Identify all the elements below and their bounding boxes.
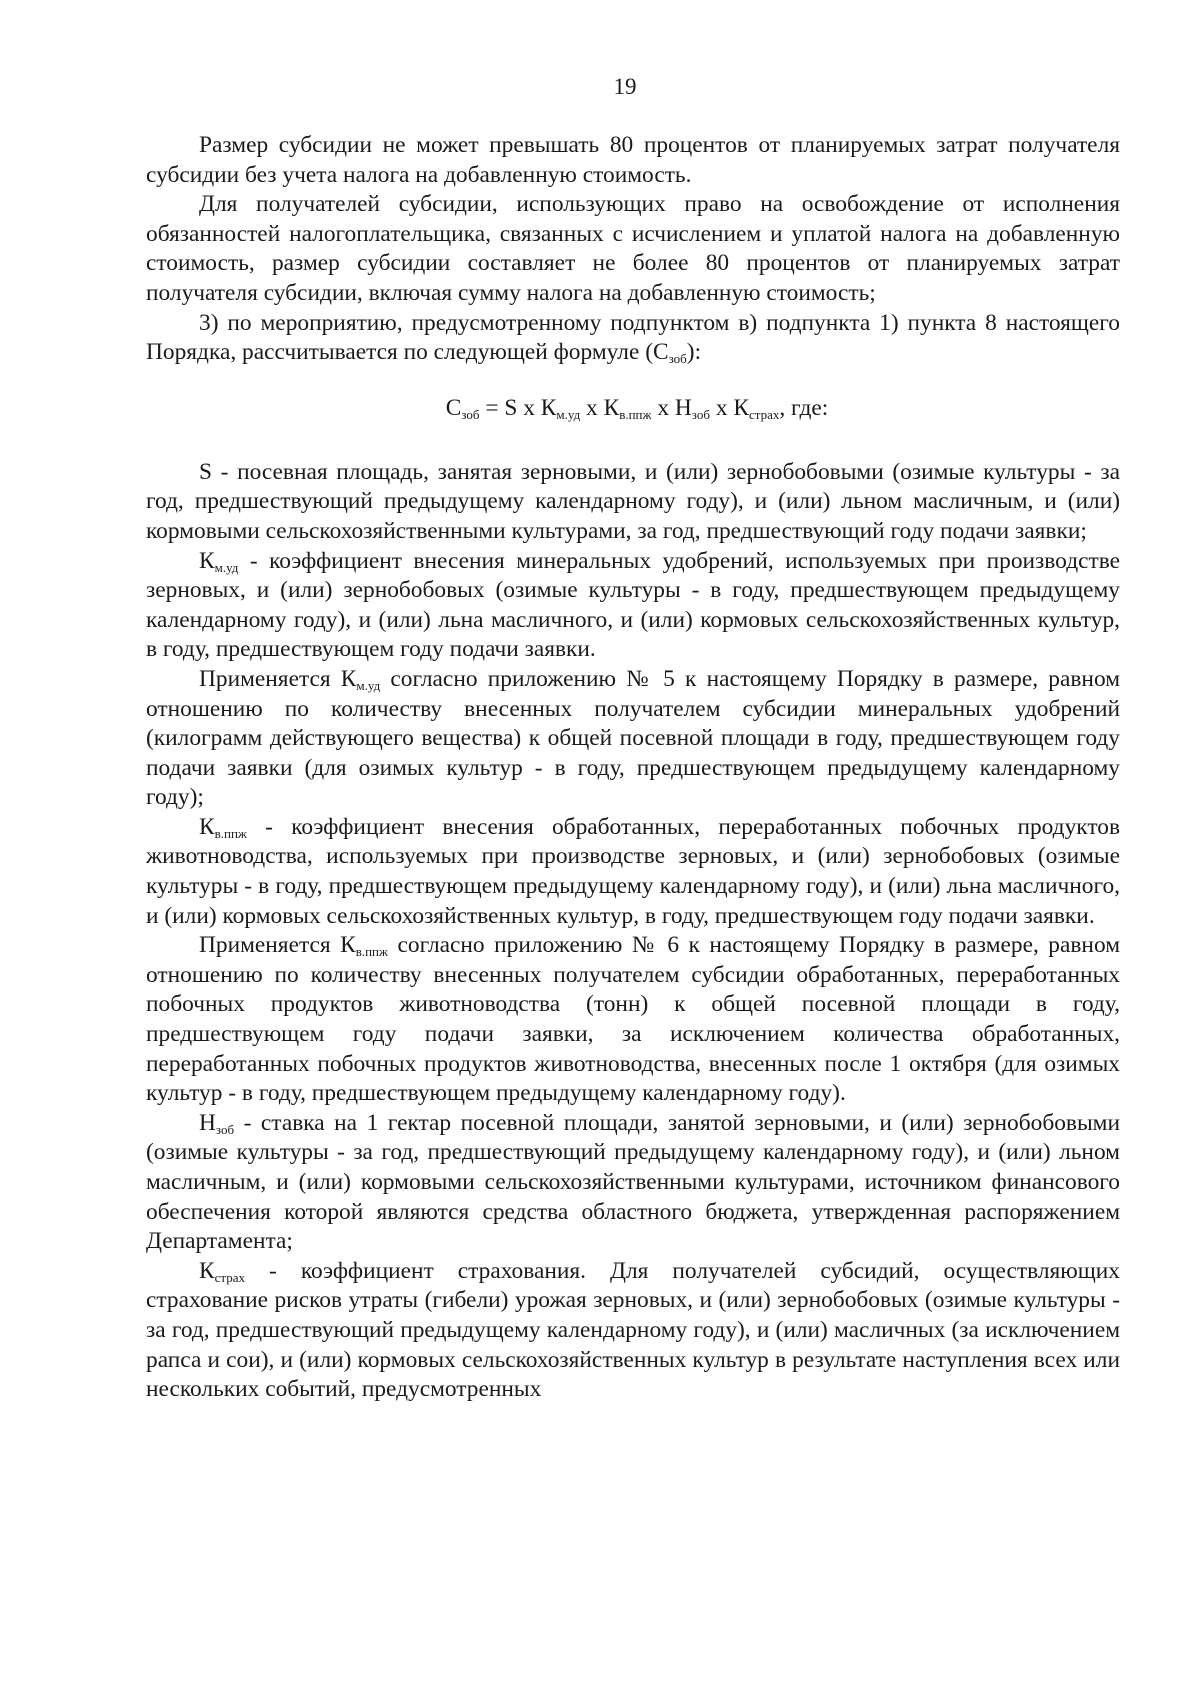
formula: $С_{зоб} = S$ x $К_{м.уд}$ x $К_{в.ппж}$ x $Н_{зоб}$ x $К_{страх}$, где:: [445, 394, 829, 422]
paragraph-apply-k-mud: Применяется $К_{м.уд}$ согласно приложению № 5 к настоящему Порядку в размере, равном отношению по количеству внесенных получателем субсидии минеральных удобрений (килограмм действующего вещества) к общей посевной площади в году, предшествующем году подачи заявки (для озимых культур - в году, предшествующем предыдущему календарному году);: [146, 665, 1120, 811]
page-number: 19: [613, 74, 637, 99]
paragraph-apply-k-vppzh: Применяется $К_{в.ппж}$ согласно приложению № 6 к настоящему Порядку в размере, равном отношению по количеству внесенных получателем субсидии обработанных, переработанных побочных продуктов животноводства (тонн) к общей посевной площади в году, предшествующем году подачи заявки, за исключением количества обработанных, переработанных побочных продуктов животноводства, внесенных после 1 октября (для озимых культур - в году, предшествующем предыдущему календарному году).: [146, 932, 1120, 1107]
paragraph-formula-intro: 3) по мероприятию, предусмотренному подпунктом в) подпункта 1) пункта 8 настоящего Порядка, рассчитывается по следующей формуле $(С_{зоб})$:: [146, 309, 1120, 367]
definition-n-zob: $Н_{зоб}$ - ставка на 1 гектар посевной площади, занятой зерновыми, и (или) зернобобовыми (озимые культуры - за год, предшествующий предыдущему календарному году), и (или) льном масличным, и (или) кормовыми сельскохозяйственными культурами, источником финансового обеспечения которой являются средства областного бюджета, утвержденная распоряжением Департамента;: [146, 1109, 1120, 1255]
definition-k-strah: $К_{страх}$ - коэффициент страхования. Для получателей субсидий, осуществляющих страхование рисков утраты (гибели) урожая зерновых, и (или) зернобобовых (озимые культуры - за год, предшествующий предыдущему календарному году), и (или) масличных (за исключением рапса и сои), и (или) кормовых сельскохозяйственных культур в результате наступления всех или нескольких событий, предусмотренных: [146, 1257, 1120, 1403]
definition-k-vppzh: $К_{в.ппж}$ - коэффициент внесения обработанных, переработанных побочных продуктов животноводства, используемых при производстве зерновых, и (или) зернобобовых (озимые культуры - в году, предшествующем предыдущему календарному году), и (или) льна масличного, и (или) кормовых сельскохозяйственных культур, в году, предшествующем году подачи заявки.: [146, 813, 1120, 929]
definition-s: S - посевная площадь, занятая зерновыми, и (или) зернобобовыми (озимые культуры - за год, предшествующий предыдущему календарному году), и (или) льном масличным, и (или) кормовыми сельскохозяйственными культурами, за год, предшествующий году подачи заявки;: [146, 458, 1120, 544]
paragraph-subsidy-limit: Размер субсидии не может превышать 80 процентов от планируемых затрат получателя субсидии без учета налога на добавленную стоимость.: [146, 132, 1120, 188]
definition-k-mud: $К_{м.уд}$ - коэффициент внесения минеральных удобрений, используемых при производстве зерновых, и (или) зернобобовых (озимые культуры - в году, предшествующем предыдущему календарному году), и (или) льна масличного, и (или) кормовых сельскохозяйственных культур, в году, предшествующем году подачи заявки.: [146, 547, 1120, 663]
paragraph-vat-exempt: Для получателей субсидии, использующих право на освобождение от исполнения обязанностей налогоплательщика, связанных с исчислением и уплатой налога на добавленную стоимость, размер субсидии составляет не более 80 процентов от планируемых затрат получателя субсидии, включая сумму налога на добавленную стоимость;: [146, 191, 1120, 306]
